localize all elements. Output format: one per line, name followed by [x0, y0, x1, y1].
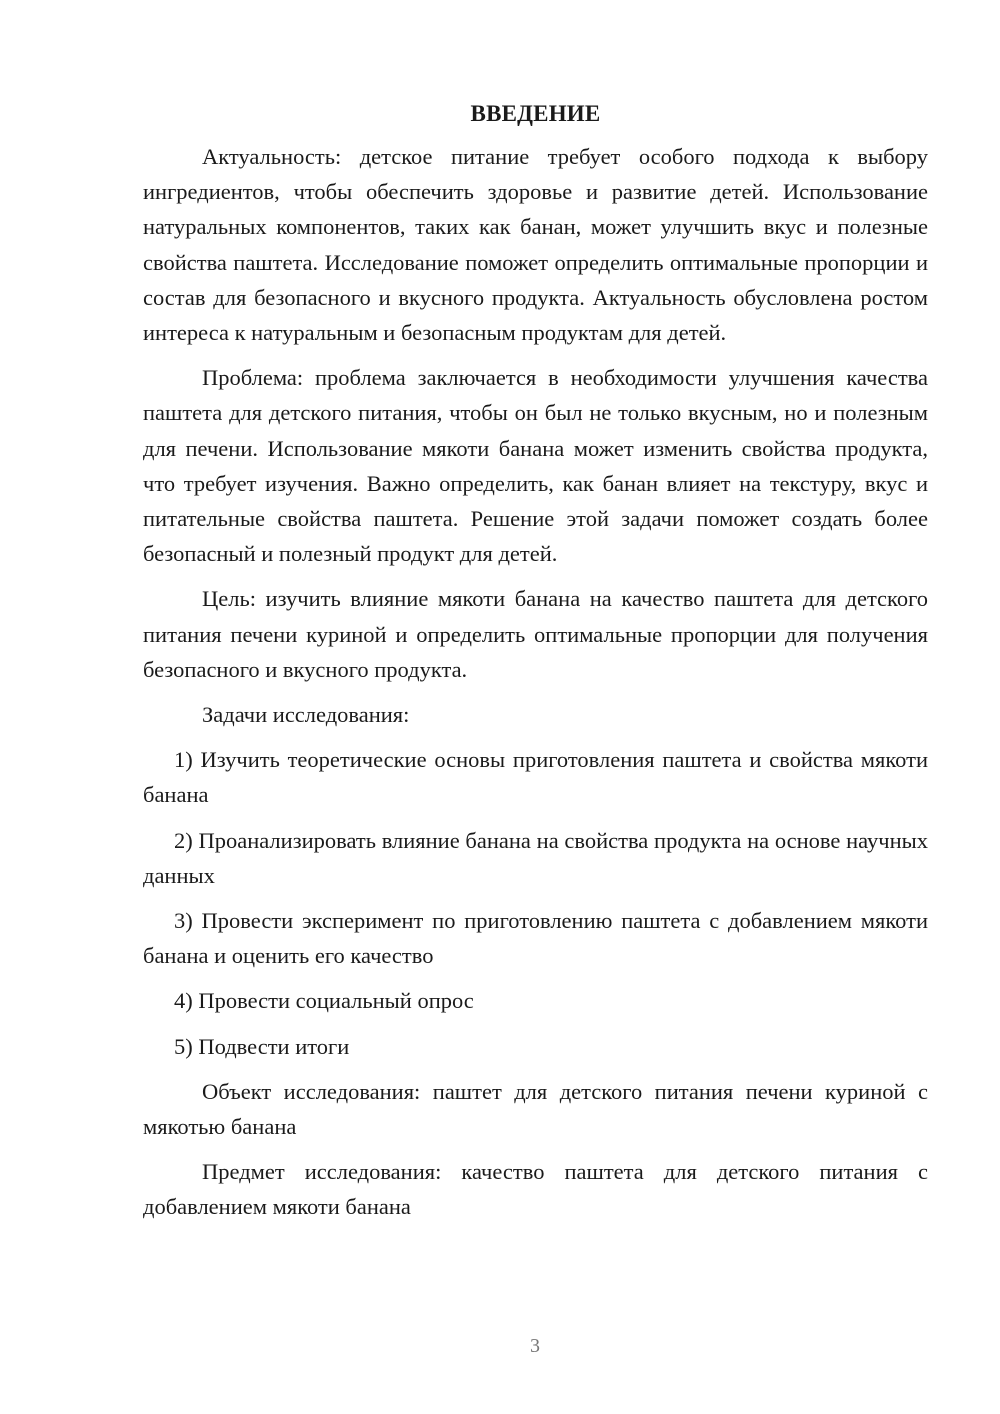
tasks-heading: Задачи исследования: — [202, 702, 410, 728]
page-number: 3 — [530, 1335, 540, 1357]
task-item-1: 1) Изучить теоретические основы приготовления паштета и свойства мякоти банана — [143, 747, 928, 808]
task-item-3: 3) Провести эксперимент по приготовлению паштета с добавлением мякоти банана и оценить его качество — [143, 908, 928, 969]
document-page — [143, 96, 928, 1225]
task-item-5: 5) Подвести итоги — [174, 1033, 350, 1059]
goal-paragraph: Цель: изучить влияние мякоти банана на качество паштета для детского питания печени куриной и определить оптимальные пропорции для получения безопасного и вкусного продукта. — [143, 586, 928, 682]
object-paragraph: Объект исследования: паштет для детского питания печени куриной с мякотью банана — [143, 1078, 928, 1140]
subject-paragraph: Предмет исследования: качество паштета для детского питания с добавлением мякоти банана — [143, 1159, 928, 1220]
section-title: ВВЕДЕНИЕ — [470, 101, 601, 126]
relevance-paragraph: Актуальность: детское питание требует особого подхода к выбору ингредиентов, чтобы обеспечить здоровье и развитие детей. Использование натуральных компонентов, таких как банан, может улучшить вкус и полезные свойства паштета. Исследование поможет определить оптимальные пропорции и состав для безопасного и вкусного продукта. Актуальность обусловлена ростом интереса к натуральным и безопасным продуктам для детей. — [143, 144, 928, 346]
task-item-2: 2) Проанализировать влияние банана на свойства продукта на основе научных данных — [143, 827, 928, 888]
problem-paragraph: Проблема: проблема заключается в необходимости улучшения качества паштета для детского питания, чтобы он был не только вкусным, но и полезным для печени. Использование мякоти банана может изменить свойства продукта, что требует изучения. Важно определить, как банан влияет на текстуру, вкус и питательные свойства паштета. Решение этой задачи поможет создать более безопасный и полезный продукт для детей. — [143, 365, 928, 567]
task-item-4: 4) Провести социальный опрос — [174, 988, 474, 1014]
